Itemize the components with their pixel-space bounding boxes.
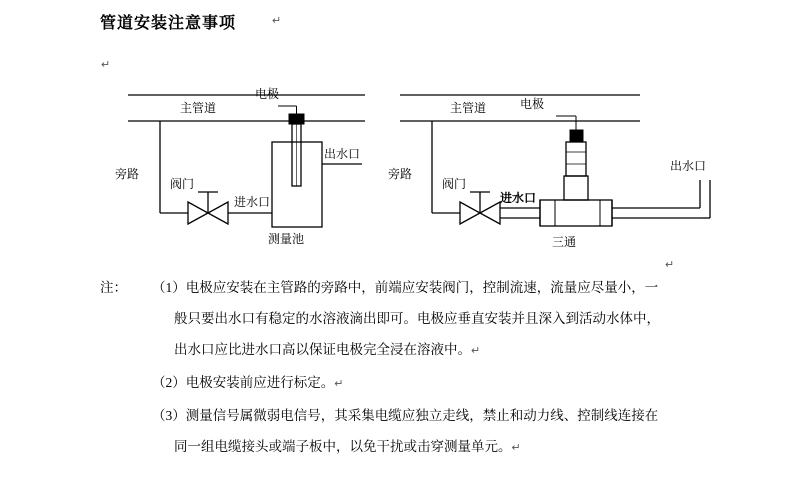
note-3-line-2: 同一组电缆接头或端子板中，以免干扰或击穿测量单元。 xyxy=(174,439,512,454)
left-inlet-label: 进水口 xyxy=(234,195,271,209)
page-title: 管道安装注意事项 xyxy=(100,15,237,32)
note-2-mark: ↵ xyxy=(334,378,344,390)
note-3-body xyxy=(152,400,760,464)
note-item-1 xyxy=(100,272,760,367)
note-1-number: （1） xyxy=(152,280,186,295)
note-2-body xyxy=(152,367,760,400)
right-outlet-label: 出水口 xyxy=(670,159,707,173)
note-3-line-2-wrap xyxy=(174,431,760,464)
left-measuring-cell xyxy=(272,142,322,227)
right-electrode-body xyxy=(566,142,586,176)
paragraph-mark-figure: ↵ xyxy=(665,259,675,271)
paragraph-mark-title: ↵ xyxy=(272,15,282,27)
left-electrode-head xyxy=(289,114,304,124)
paragraph-mark-blank: ↵ xyxy=(101,59,111,71)
left-electrode-label: 电极 xyxy=(255,87,280,101)
note-2-line-1: 电极安装前应进行标定。 xyxy=(185,375,335,390)
right-tee-label: 三通 xyxy=(552,235,577,249)
right-bypass-label: 旁路 xyxy=(388,167,413,181)
figure-svg xyxy=(100,80,740,260)
left-valve-right-triangle xyxy=(208,202,228,224)
note-1-line-3: 出水口应比进水口高以保证电极完全浸在溶液中。 xyxy=(174,342,471,357)
note-1-line-2: 般只要出水口有稳定的水溶液滴出即可。电极应垂直安装并且深入到活动水体中， xyxy=(174,311,660,326)
note-1-line-1: 电极应安装在主管路的旁路中，前端应安装阀门，控制流速，流量应尽量小，一 xyxy=(185,280,659,295)
right-tee-branch xyxy=(564,176,588,200)
note-item-3 xyxy=(100,400,760,464)
note-2-number: （2） xyxy=(152,375,186,390)
right-electrode-head xyxy=(570,130,583,142)
right-inlet-label: 进水口 xyxy=(500,191,537,205)
note-3-mark: ↵ xyxy=(511,442,521,454)
left-main-pipe-label: 主管道 xyxy=(180,101,217,115)
note-1-label: 注： xyxy=(100,280,127,295)
left-valve-left-triangle xyxy=(188,202,208,224)
note-1-body xyxy=(152,272,760,367)
right-valve-label: 阀门 xyxy=(442,177,467,191)
notes-block xyxy=(100,272,760,464)
note-3-number: （3） xyxy=(152,408,186,423)
right-electrode-label: 电极 xyxy=(520,97,545,111)
installation-figure xyxy=(100,80,740,260)
note-3-line-1: 测量信号属微弱电信号，其采集电缆应独立走线，禁止和动力线、控制线连接在 xyxy=(185,408,659,423)
note-1-mark: ↵ xyxy=(471,345,481,357)
right-tee-body xyxy=(540,200,612,226)
left-cell-label: 测量池 xyxy=(268,232,305,246)
left-valve-label: 阀门 xyxy=(170,177,195,191)
left-outlet-label: 出水口 xyxy=(324,147,361,161)
left-bypass-label: 旁路 xyxy=(115,167,140,181)
right-valve-left-triangle xyxy=(460,202,480,224)
note-1-line-3-wrap xyxy=(174,334,760,367)
note-item-2 xyxy=(100,367,760,400)
right-main-pipe-label: 主管道 xyxy=(450,101,487,115)
right-valve-right-triangle xyxy=(480,202,500,224)
